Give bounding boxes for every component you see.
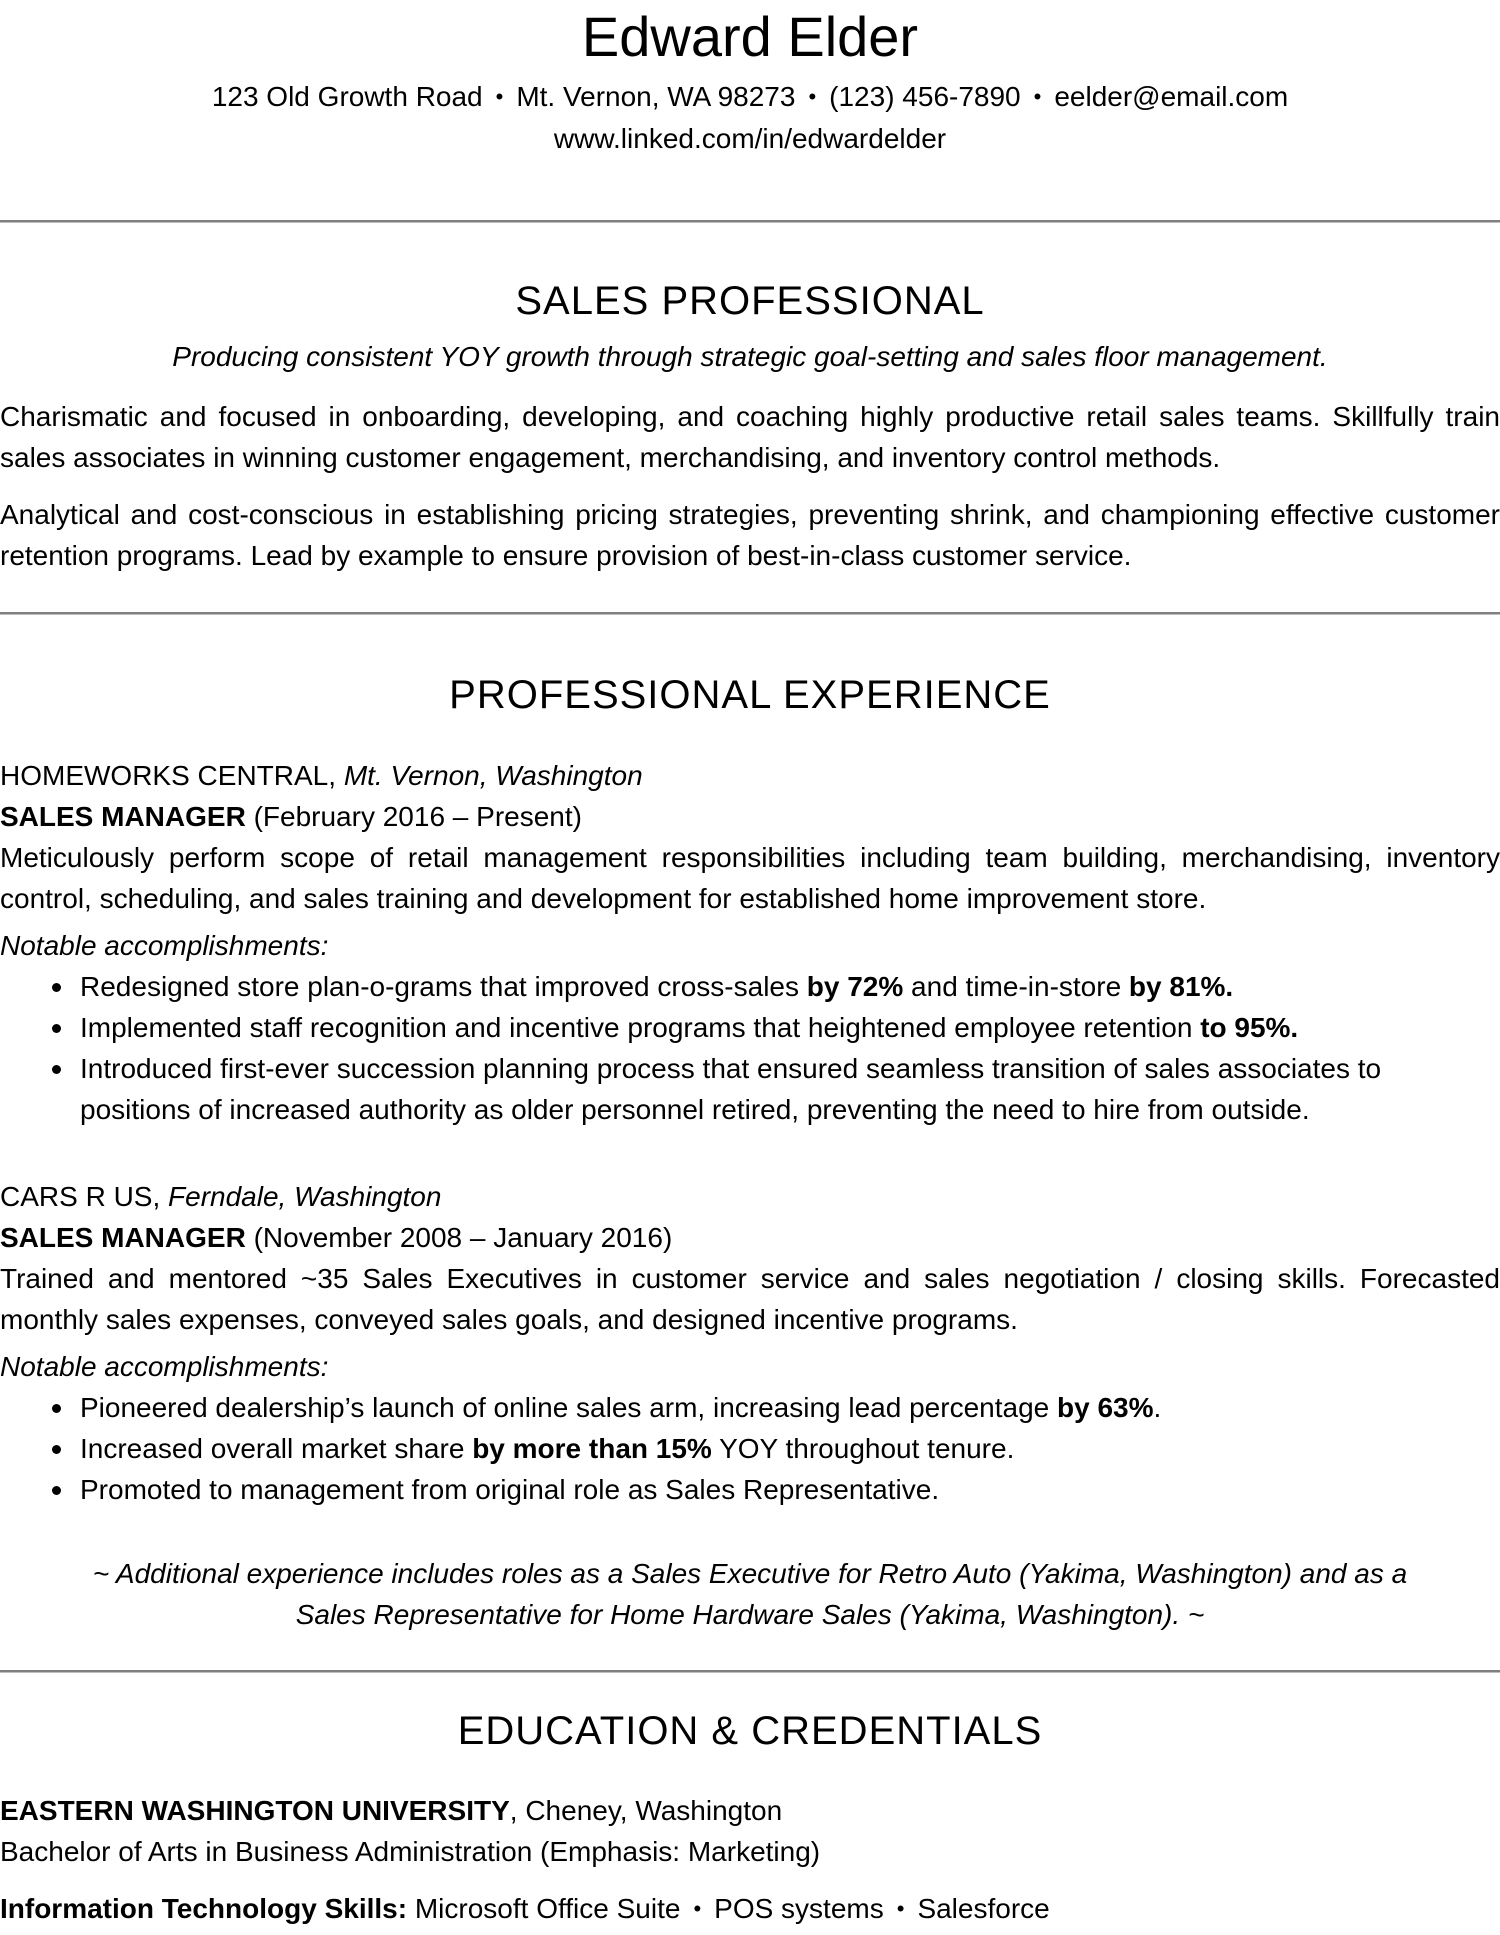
linkedin-url[interactable]: www.linked.com/in/edwardelder [553,123,947,154]
accomplishments-label: Notable accomplishments: [0,930,329,961]
additional-experience-line: Sales Representative for Home Hardware Sales (Yakima, Washington). ~ [295,1599,1205,1630]
it-skills-line [0,1888,1050,1929]
job-title: SALES MANAGER [0,1222,246,1253]
accomplishment-item: Redesigned store plan-o-grams that improved cross-sales by 72% and time-in-store by 81%. [0,966,1500,1007]
section-divider [0,612,1500,615]
accomplishments-list [0,966,1500,1130]
it-skill: POS systems [714,1893,884,1924]
additional-experience-line: ~ Additional experience includes roles as a Sales Executive for Retro Auto (Yakima, Washington) and as a [92,1558,1408,1589]
bullet-icon [52,1486,61,1495]
bullet-icon [52,1065,61,1074]
experience-heading: PROFESSIONAL EXPERIENCE [449,673,1051,717]
bullet-icon [52,1404,61,1413]
contact-line [0,80,1500,114]
school-location: , Cheney, Washington [509,1795,783,1826]
section-divider [0,220,1500,223]
job-location: Mt. Vernon, Washington [343,760,643,791]
candidate-name: Edward Elder [581,5,919,68]
school-name: EASTERN WASHINGTON UNIVERSITY [0,1795,510,1826]
it-skill: Microsoft Office Suite [414,1893,681,1924]
job-dates: (November 2008 – January 2016) [253,1222,673,1253]
it-skill: Salesforce [917,1893,1050,1924]
education-school-line [0,1790,782,1831]
bullet-icon [52,1024,61,1033]
bullet-separator: • [808,84,817,109]
education-degree: Bachelor of Arts in Business Administration (Emphasis: Marketing) [0,1836,821,1867]
bullet-separator: • [693,1896,702,1921]
job-title: SALES MANAGER [0,801,246,832]
job-employer-line [0,1176,441,1217]
summary-paragraph: Analytical and cost-conscious in establishing pricing strategies, preventing shrink, and championing effective customer retention programs. Lead by example to ensure provision of best-in-class customer service. [0,499,1500,571]
job-title-line [0,1217,672,1258]
accomplishment-item: Pioneered dealership’s launch of online sales arm, increasing lead percentage by 63%. [0,1387,1500,1428]
education-heading: EDUCATION & CREDENTIALS [457,1709,1043,1753]
contact-email[interactable]: eelder@email.com [1054,81,1289,112]
job-description: Trained and mentored ~35 Sales Executives in customer service and sales negotiation / closing skills. Forecasted monthly sales expenses, conveyed sales goals, and designed incentive programs. [0,1263,1500,1335]
job-company: HOMEWORKS CENTRAL, [0,760,337,791]
bullet-separator: • [896,1896,905,1921]
bullet-separator: • [495,84,504,109]
accomplishment-item: Increased overall market share by more than 15% YOY throughout tenure. [0,1428,1500,1469]
it-skills-label: Information Technology Skills: [0,1893,408,1924]
contact-phone: (123) 456-7890 [829,81,1021,112]
accomplishments-list [0,1387,1500,1510]
section-divider [0,1670,1500,1673]
bullet-icon [52,983,61,992]
accomplishment-item: Implemented staff recognition and incentive programs that heightened employee retention to 95%. [0,1007,1500,1048]
contact-address: 123 Old Growth Road [211,81,483,112]
job-title-line [0,796,582,837]
summary-tagline: Producing consistent YOY growth through strategic goal-setting and sales floor management. [172,341,1328,372]
job-description: Meticulously perform scope of retail management responsibilities including team building, merchandising, inventory control, scheduling, and sales training and development for established home improvement store. [0,842,1500,914]
accomplishments-label: Notable accomplishments: [0,1351,329,1382]
summary-heading: SALES PROFESSIONAL [515,279,985,323]
job-dates: (February 2016 – Present) [253,801,582,832]
contact-city: Mt. Vernon, WA 98273 [516,81,796,112]
job-location: Ferndale, Washington [168,1181,442,1212]
accomplishment-item: Promoted to management from original role as Sales Representative. [0,1469,1500,1510]
job-company: CARS R US, [0,1181,161,1212]
bullet-icon [52,1445,61,1454]
bullet-separator: • [1033,84,1042,109]
summary-paragraph: Charismatic and focused in onboarding, developing, and coaching highly productive retail sales teams. Skillfully train sales associates in winning customer engagement, merchandising, and inventory control methods. [0,401,1500,473]
job-employer-line [0,755,643,796]
accomplishment-item: Introduced first-ever succession planning process that ensured seamless transition of sales associates to positions of increased authority as older personnel retired, preventing the need to hire from outside. [0,1048,1500,1130]
